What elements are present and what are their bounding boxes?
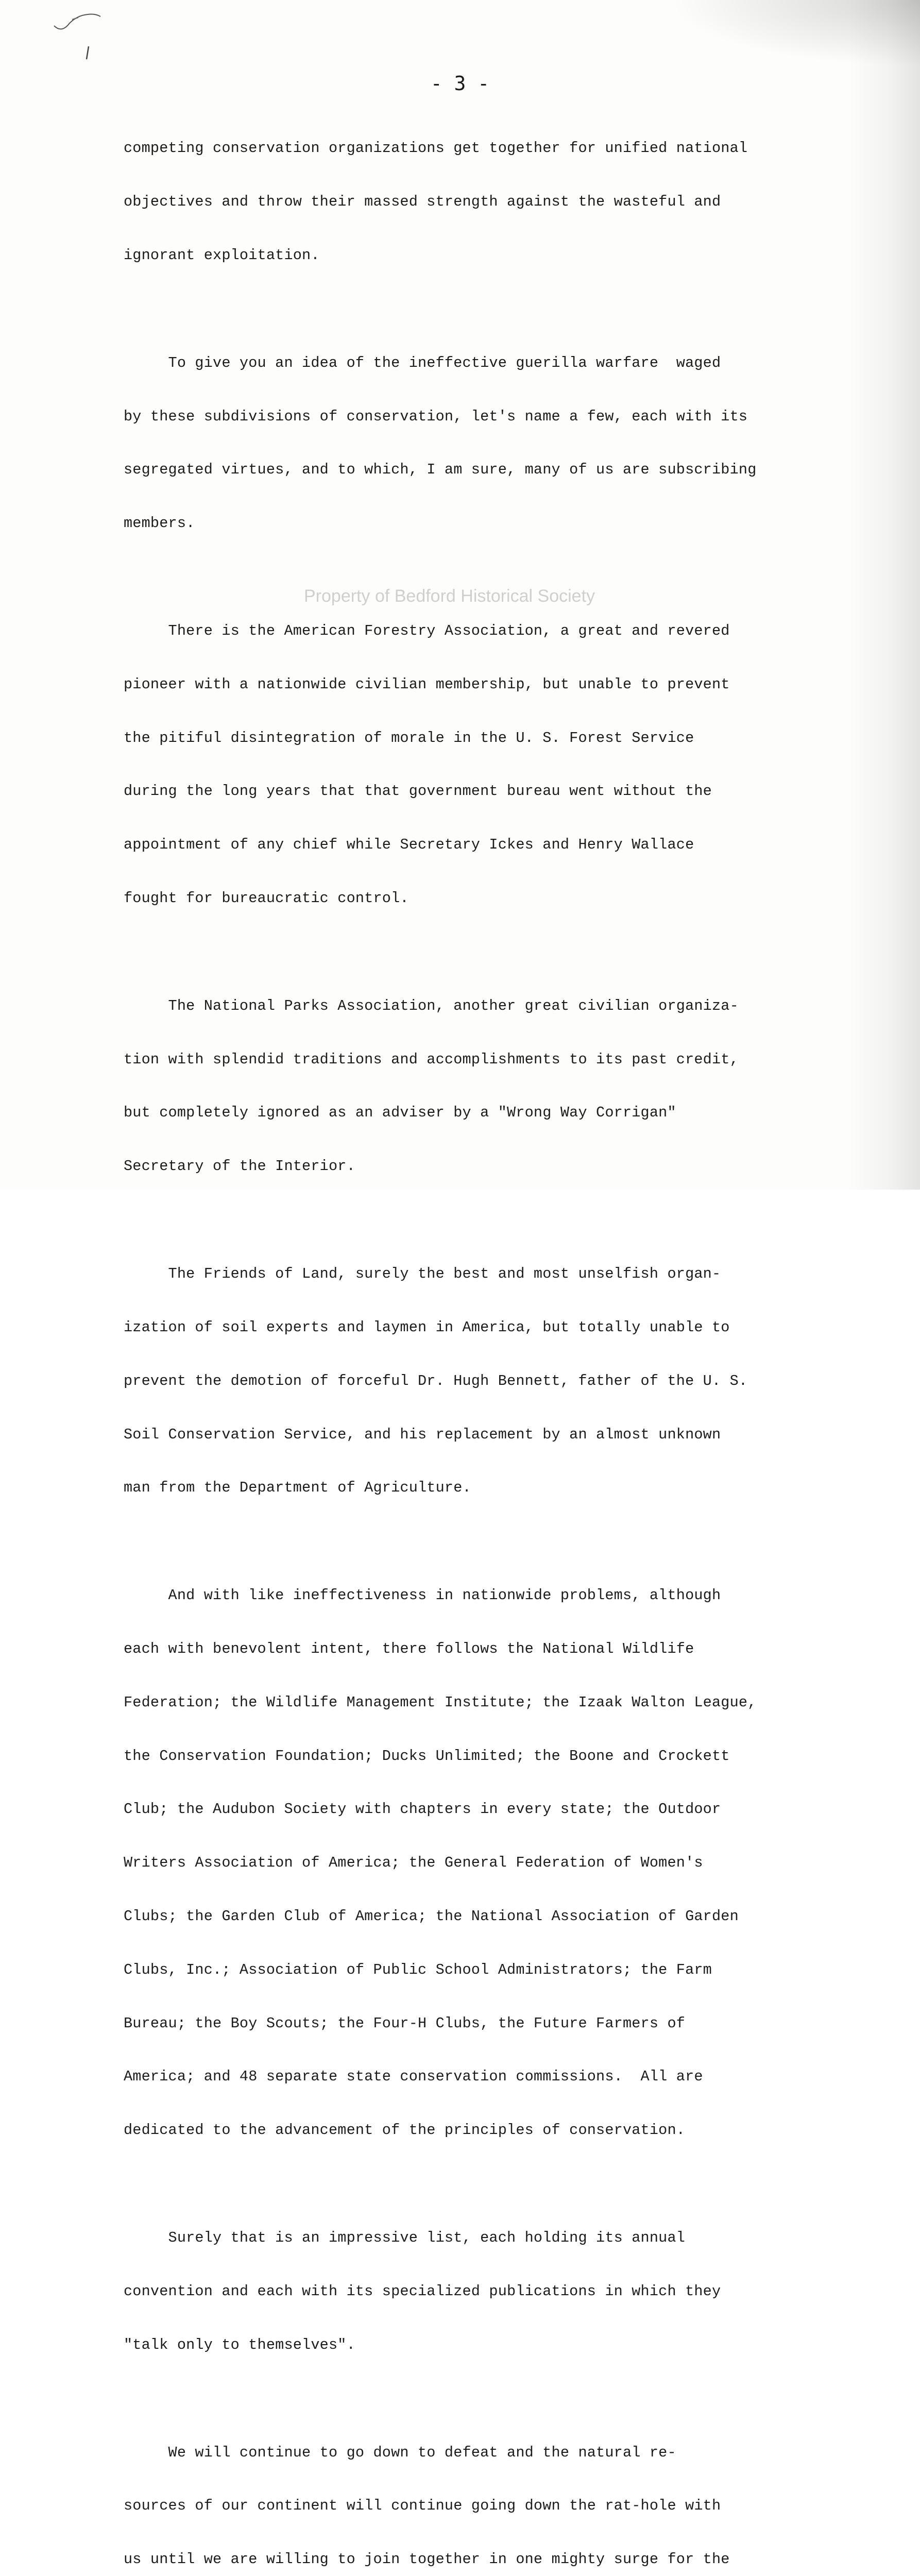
page-number: - 3 - bbox=[430, 72, 490, 95]
text-line: convention and each with its specialized publications in which they bbox=[124, 2282, 721, 2300]
paragraph-5 bbox=[124, 1230, 778, 1533]
text-line: competing conservation organizations get together for unified national bbox=[124, 140, 748, 157]
text-line: Soil Conservation Service, and his replacement by an almost unknown bbox=[124, 1426, 721, 1443]
paragraph-8 bbox=[124, 2408, 778, 2576]
text-line: each with benevolent intent, there follows the National Wildlife bbox=[124, 1640, 694, 1658]
text-line: Federation; the Wildlife Management Institute; the Izaak Walton League, bbox=[124, 1693, 757, 1711]
letter-body bbox=[124, 104, 778, 2576]
paragraph-4 bbox=[124, 962, 778, 1211]
text-line: Club; the Audubon Society with chapters in every state; the Outdoor bbox=[124, 1801, 721, 1818]
text-line: Secretary of the Interior. bbox=[124, 1158, 355, 1175]
paragraph-7 bbox=[124, 2194, 778, 2390]
text-line: America; and 48 separate state conservation commissions. All are bbox=[124, 2068, 703, 2086]
text-line: "talk only to themselves". bbox=[124, 2336, 355, 2353]
text-line: objectives and throw their massed strength against the wasteful and bbox=[124, 193, 721, 210]
text-line: Writers Association of America; the General Federation of Women's bbox=[124, 1854, 703, 1872]
text-line: the Conservation Foundation; Ducks Unlimited; the Boone and Crockett bbox=[124, 1747, 730, 1765]
scan-corner-shadow bbox=[670, 0, 920, 67]
text-line: Clubs, Inc.; Association of Public School Administrators; the Farm bbox=[124, 1961, 712, 1978]
text-line: members. bbox=[124, 515, 195, 532]
text-line: the pitiful disintegration of morale in the U. S. Forest Service bbox=[124, 729, 694, 747]
text-line: us until we are willing to join together in one mighty surge for the bbox=[124, 2551, 730, 2568]
text-line: sources of our continent will continue going down the rat-hole with bbox=[124, 2497, 721, 2515]
text-line: during the long years that that government bureau went without the bbox=[124, 783, 712, 800]
text-line: ignorant exploitation. bbox=[124, 246, 320, 264]
text-line: appointment of any chief while Secretary Ickes and Henry Wallace bbox=[124, 836, 694, 854]
text-line: prevent the demotion of forceful Dr. Hugh Bennett, father of the U. S. bbox=[124, 1372, 748, 1389]
text-line: We will continue to go down to defeat and the natural re- bbox=[124, 2444, 676, 2461]
paragraph-1 bbox=[124, 104, 778, 300]
text-line: tion with splendid traditions and accomplishments to its past credit, bbox=[124, 1050, 739, 1068]
text-line: segregated virtues, and to which, I am sure, many of us are subscribing bbox=[124, 461, 757, 479]
text-line: Clubs; the Garden Club of America; the National Association of Garden bbox=[124, 1908, 739, 1925]
paragraph-6 bbox=[124, 1551, 778, 2175]
paragraph-3 bbox=[124, 587, 778, 943]
text-line: The National Parks Association, another great civilian organiza- bbox=[124, 997, 739, 1014]
watermark: Property of Bedford Historical Society bbox=[304, 586, 595, 606]
text-line: And with like ineffectiveness in nationwide problems, although bbox=[124, 1587, 721, 1604]
text-line: To give you an idea of the ineffective guerilla warfare waged bbox=[124, 354, 721, 371]
text-line: fought for bureaucratic control. bbox=[124, 889, 409, 907]
text-line: The Friends of Land, surely the best and most unselfish organ- bbox=[124, 1265, 721, 1283]
paragraph-2 bbox=[124, 319, 778, 568]
scan-edge-shadow bbox=[848, 0, 920, 1190]
text-line: man from the Department of Agriculture. bbox=[124, 1479, 471, 1497]
text-line: Surely that is an impressive list, each holding its annual bbox=[124, 2229, 686, 2247]
text-line: There is the American Forestry Association, a great and revered bbox=[124, 622, 730, 640]
text-line: but completely ignored as an adviser by a "Wrong Way Corrigan" bbox=[124, 1104, 676, 1122]
text-line: by these subdivisions of conservation, let's name a few, each with its bbox=[124, 408, 748, 425]
text-line: ization of soil experts and laymen in America, but totally unable to bbox=[124, 1319, 730, 1336]
pencil-mark-icon bbox=[52, 10, 108, 62]
text-line: Bureau; the Boy Scouts; the Four-H Clubs, the Future Farmers of bbox=[124, 2014, 686, 2032]
text-line: dedicated to the advancement of the principles of conservation. bbox=[124, 2122, 686, 2139]
text-line: pioneer with a nationwide civilian membership, but unable to prevent bbox=[124, 675, 730, 693]
